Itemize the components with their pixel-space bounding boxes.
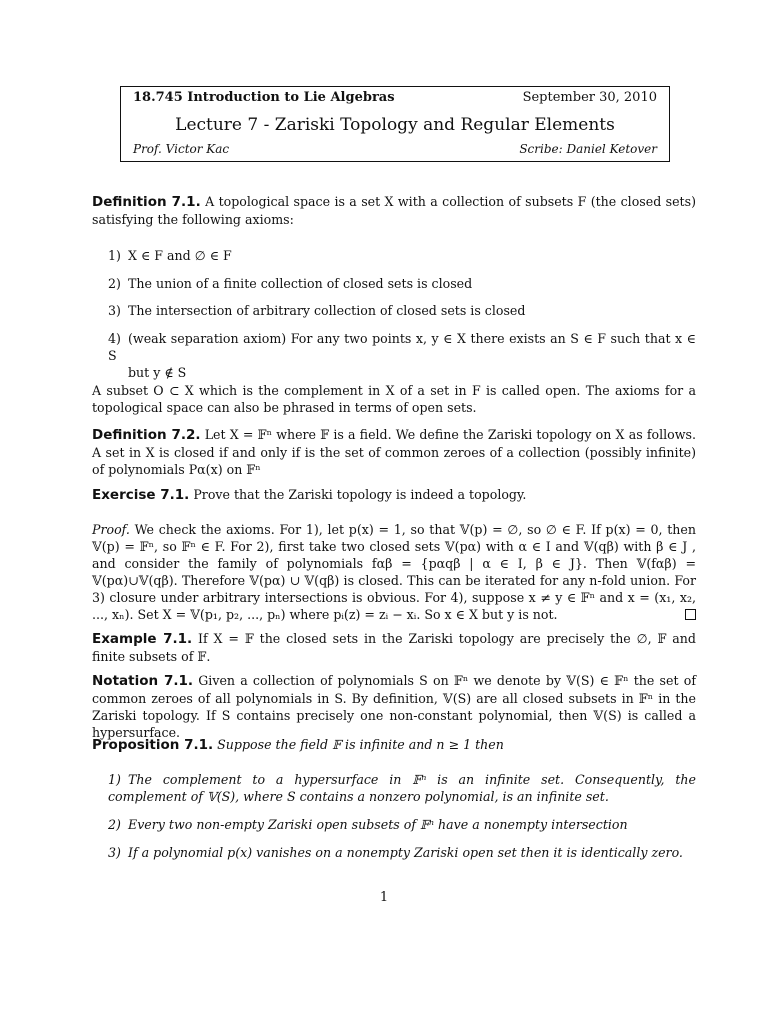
axiom-item bbox=[108, 302, 696, 319]
definition-7-1-heading: Definition 7.1. bbox=[92, 194, 201, 210]
proposition-7-1 bbox=[92, 736, 696, 754]
scribe-name: Scribe: Daniel Ketover bbox=[519, 142, 657, 156]
proposition-item bbox=[108, 771, 696, 805]
axiom-number: 2) bbox=[108, 276, 121, 291]
proposition-item-number: 2) bbox=[108, 817, 121, 832]
proposition-7-1-heading: Proposition 7.1. bbox=[92, 737, 214, 753]
axiom-number: 1) bbox=[108, 248, 121, 263]
axiom-text: The union of a finite collection of closed sets is closed bbox=[128, 276, 473, 291]
axiom-item bbox=[108, 275, 696, 292]
example-7-1-heading: Example 7.1. bbox=[92, 631, 193, 647]
proposition-item-number: 3) bbox=[108, 845, 121, 860]
axiom-item bbox=[108, 247, 696, 264]
professor-name: Prof. Victor Kac bbox=[133, 142, 230, 156]
definition-7-1-text: A topological space is a set X with a collection of subsets F (the closed sets) satisfying the following axioms: bbox=[92, 194, 696, 227]
notation-7-1-text: Given a collection of polynomials S on 𝔽ⁿ we denote by 𝕍(S) ∈ 𝔽ⁿ the set of common zeroes of all polynomials in S. By definition, 𝕍(S) are all closed subsets in 𝔽ⁿ in the Zariski topology. If S contains precisely one non-constant polynomial, then 𝕍(S) is called a hypersurface. bbox=[92, 673, 696, 740]
proposition-item bbox=[108, 844, 696, 861]
proposition-item-text: Every two non-empty Zariski open subsets of 𝔽ⁿ have a nonempty intersection bbox=[128, 817, 628, 832]
example-7-1-text: If X = 𝔽 the closed sets in the Zariski topology are precisely the ∅, 𝔽 and finite subsets of 𝔽. bbox=[92, 631, 696, 664]
header-top-row bbox=[133, 90, 657, 105]
definition-7-2-heading: Definition 7.2. bbox=[92, 427, 201, 443]
example-7-1 bbox=[92, 630, 696, 665]
axiom-number: 3) bbox=[108, 303, 121, 318]
lecture-title: Lecture 7 - Zariski Topology and Regular Elements bbox=[175, 115, 615, 135]
page-number: 1 bbox=[379, 890, 389, 905]
proposition-7-1-text: Suppose the field 𝔽 is infinite and n ≥ 1 then bbox=[217, 737, 504, 752]
axiom-continuation: but y ∉ S bbox=[128, 365, 187, 380]
proposition-item-text: The complement to a hypersurface in 𝔽ⁿ is an infinite set. Consequently, the complement of 𝕍(S), where S contains a nonzero polynomial, is an infinite set. bbox=[108, 772, 696, 804]
proposition-item-text: If a polynomial p(x) vanishes on a nonempty Zariski open set then it is identically zero. bbox=[128, 845, 683, 860]
notation-7-1 bbox=[92, 672, 696, 741]
definition-7-2-text: Let X = 𝔽ⁿ where 𝔽 is a field. We define the Zariski topology on X as follows. A set in X is closed if and only if is the set of common zeroes of a collection (possibly infinite) of polynomials Pα(x) on 𝔽ⁿ bbox=[92, 427, 696, 477]
proof-paragraph bbox=[92, 521, 696, 623]
exercise-7-1 bbox=[92, 486, 696, 504]
definition-7-1 bbox=[92, 193, 696, 228]
axiom-text: (weak separation axiom) For any two points x, y ∈ X there exists an S ∈ F such that x ∈ S bbox=[108, 331, 696, 363]
proof-label: Proof. bbox=[92, 522, 130, 537]
axiom-item bbox=[108, 330, 696, 381]
axiom-text: The intersection of arbitrary collection of closed sets is closed bbox=[128, 303, 526, 318]
open-set-paragraph: A subset O ⊂ X which is the complement in X of a set in F is called open. The axioms for a topological space can also be phrased in terms of open sets. bbox=[92, 383, 696, 415]
lecture-header-box bbox=[120, 86, 670, 162]
axiom-text: X ∈ F and ∅ ∈ F bbox=[128, 248, 232, 263]
proposition-item bbox=[108, 816, 696, 833]
proof-text: We check the axioms. For 1), let p(x) = 1, so that 𝕍(p) = ∅, so ∅ ∈ F. If p(x) = 0, then 𝕍(p) = 𝔽ⁿ, so 𝔽ⁿ ∈ F. For 2), first take two closed sets 𝕍(pα) with α ∈ I and 𝕍(qβ) with β ∈ J , and consider the family of polynomials fαβ = {pαqβ | α ∈ I, β ∈ J}. Then 𝕍(fαβ) = 𝕍(pα)∪𝕍(qβ). Therefore 𝕍(pα) ∪ 𝕍(qβ) is closed. This can be iterated for any n-fold union. For 3) closure under arbitrary intersections is obvious. For 4), suppose x ≠ y ∈ 𝔽ⁿ and x = (x₁, x₂, ..., xₙ). Set X = 𝕍(p₁, p₂, ..., pₙ) where pᵢ(z) = zᵢ − xᵢ. So x ∈ X but y is not. bbox=[92, 522, 696, 622]
header-bottom-row bbox=[133, 142, 657, 156]
lecture-date: September 30, 2010 bbox=[522, 90, 657, 105]
qed-box-icon bbox=[685, 609, 696, 620]
course-title: 18.745 Introduction to Lie Algebras bbox=[133, 90, 395, 105]
proposition-item-number: 1) bbox=[108, 772, 121, 787]
exercise-7-1-heading: Exercise 7.1. bbox=[92, 487, 190, 503]
axiom-number: 4) bbox=[108, 331, 121, 346]
notation-7-1-heading: Notation 7.1. bbox=[92, 673, 194, 689]
exercise-7-1-text: Prove that the Zariski topology is indeed a topology. bbox=[193, 487, 527, 502]
definition-7-2 bbox=[92, 426, 696, 478]
